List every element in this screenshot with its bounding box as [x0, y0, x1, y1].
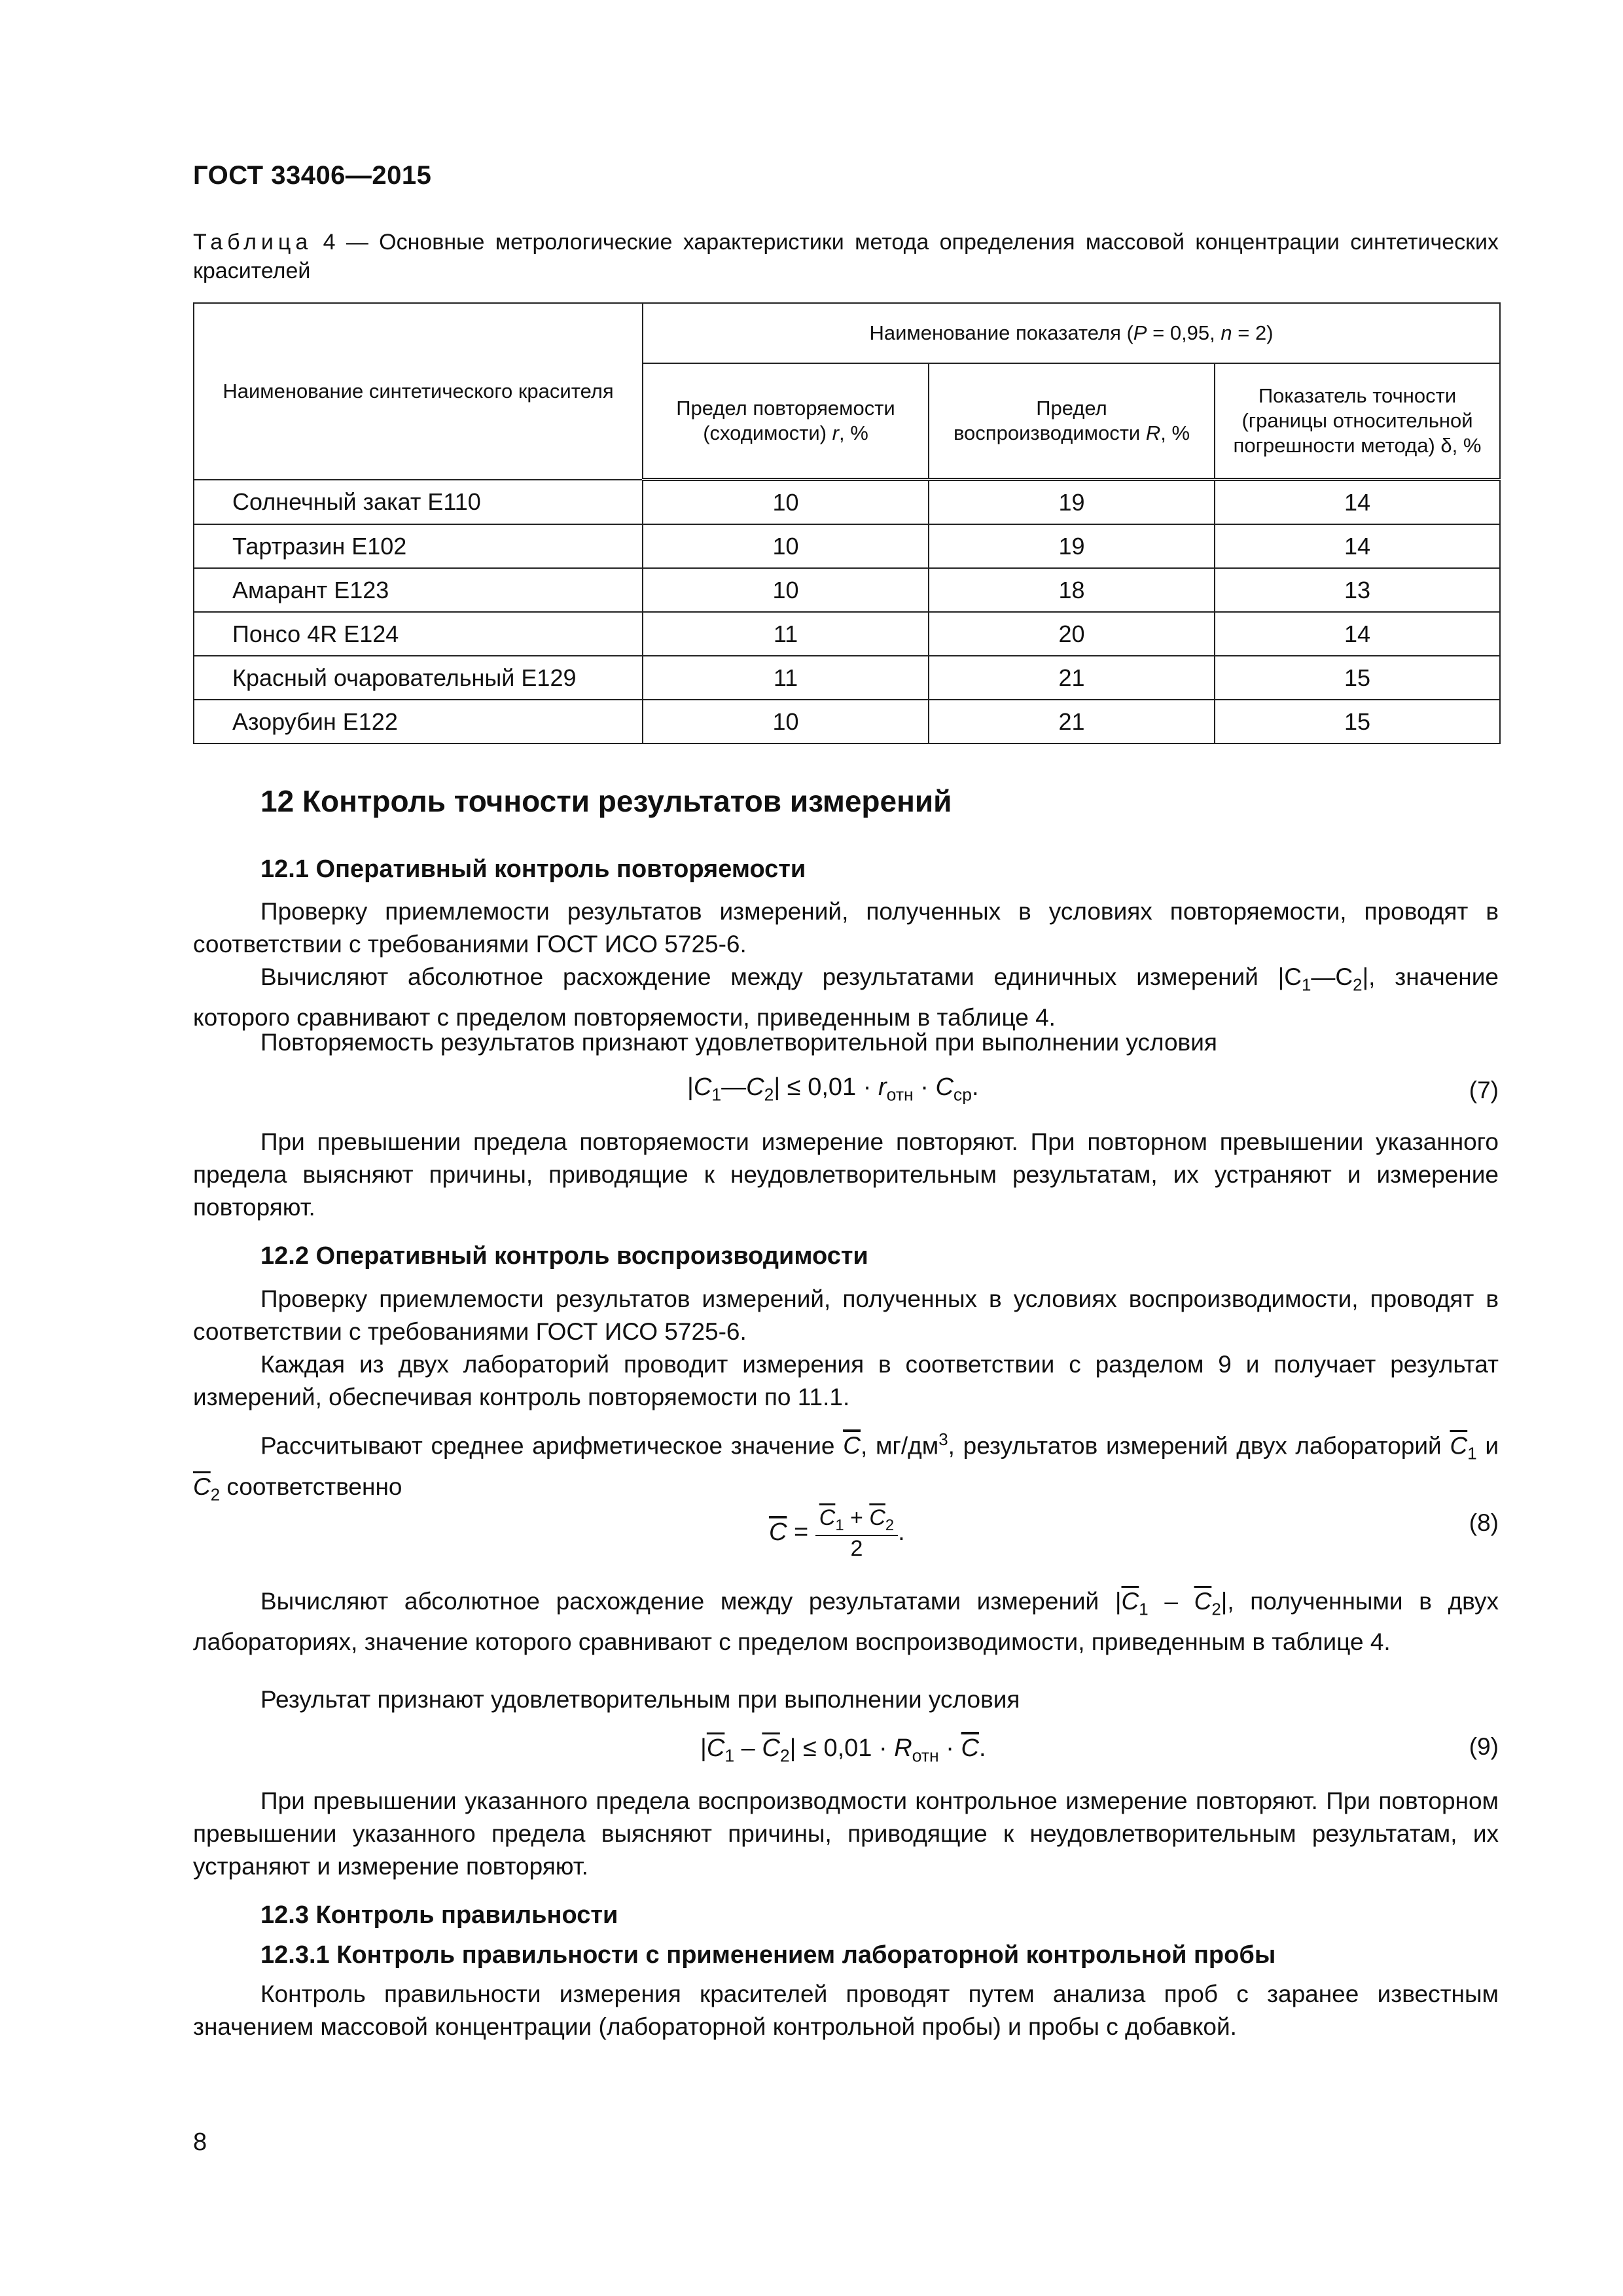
section-title: 12 Контроль точности результатов измерений — [260, 784, 952, 818]
paragraph-text: Каждая из двух лабораторий проводит измерения в соответствии с разделом 9 и получает результат измерений, обеспечивая контроль повторяемости по 11.1. — [193, 1351, 1499, 1410]
paragraph-text: и — [1485, 1432, 1499, 1460]
group-header-text: Наименование показателя (P = 0,95, n = 2) — [869, 321, 1274, 344]
equation-7: $|C_1—C_2| \le 0,01 \cdot r_{отн} \cdot C_{ср}$. — [687, 1073, 979, 1105]
table-row — [194, 524, 1500, 568]
equation-number: (9) — [1469, 1733, 1499, 1760]
accuracy-cell: 14 — [1215, 612, 1500, 656]
col-header-dye-name: Наименование синтетического красителя — [194, 303, 643, 480]
equation-number: (8) — [1469, 1509, 1499, 1536]
table-row — [194, 700, 1500, 744]
paragraph: Вычисляют абсолютное расхождение между результатами измерений $|\overline{C}_1 - \overline{C}_2|$, полученными в двух лабораториях, значение которого сравнивают с пределом воспроизводимости, приведенным в таблице 4. — [193, 1588, 1499, 1656]
table-row — [194, 612, 1500, 656]
accuracy-cell: 14 — [1215, 480, 1500, 525]
reproducibility-cell: 20 — [929, 612, 1215, 656]
paragraph — [193, 1026, 1499, 1059]
document-code: ГОСТ 33406—2015 — [193, 161, 432, 190]
paragraph-text: —C — [1311, 963, 1353, 990]
paragraph-text: Проверку приемлемости результатов измерений, полученных в условиях воспроизводимости, проводят в соответствии с требованиями ГОСТ ИСО 5725-6. — [193, 1285, 1499, 1345]
col-header-group — [643, 303, 1500, 363]
dye-name-cell: Красный очаровательный Е129 — [194, 656, 643, 700]
paragraph-text: |, значение которого сравнивают с пределом повторяемости, приведенным в таблице 4. — [193, 963, 1499, 1031]
col-header-reproducibility: Предел воспроизводимости R, % — [929, 363, 1215, 480]
table-number: 4 — [323, 230, 336, 255]
repeatability-cell: 10 — [643, 480, 929, 525]
dye-name-cell: Амарант Е123 — [194, 568, 643, 612]
subsection-title-12-3-1: 12.3.1 Контроль правильности с применением лабораторной контрольной пробы — [260, 1941, 1276, 1969]
paragraph-text: Повторяемость результатов признают удовлетворительной при выполнении условия — [260, 1029, 1217, 1056]
subsection-title-12-2: 12.2 Оперативный контроль воспроизводимости — [260, 1242, 868, 1270]
repeatability-cell: 11 — [643, 612, 929, 656]
paragraph-text: соответственно — [226, 1473, 402, 1500]
dye-name-cell: Тартразин Е102 — [194, 524, 643, 568]
paragraph: Вычисляют абсолютное расхождение между результатами единичных измерений $|C_1—C_2|$, значение которого сравнивают с пределом повторяемости, приведенным в таблице 4. — [193, 963, 1499, 1031]
paragraph — [193, 1683, 1499, 1716]
equation-number: (7) — [1469, 1077, 1499, 1103]
paragraph — [193, 1126, 1499, 1224]
subsection-title-12-1: 12.1 Оперативный контроль повторяемости — [260, 855, 806, 883]
repeatability-cell: 10 — [643, 524, 929, 568]
accuracy-cell: 13 — [1215, 568, 1500, 612]
paragraph-text: При превышении указанного предела воспроизводмости контрольное измерение повторяют. При повторном превышении указанного предела выясняют причины, приводящие к неудовлетворительным результатам, их устраняют и измерение повторяют. — [193, 1787, 1499, 1880]
paragraph: Рассчитывают среднее арифметическое значение $\overline{C}$, $мг/дм^3$, результатов измерений двух лабораторий $\overline{C}_1$ и $\overline{C}_2$ соответственно — [193, 1431, 1499, 1505]
paragraph-text: , мг/дм — [860, 1432, 939, 1460]
table-label: Таблица — [193, 230, 313, 255]
repeatability-cell: 11 — [643, 656, 929, 700]
equation-9: $|\overline{C}_1 - \overline{C}_2| \le 0,01 \cdot R_{отн} \cdot \overline{C}$. — [700, 1734, 986, 1767]
paragraph-text: Контроль правильности измерения красителей проводят путем анализа проб с заранее известным значением массовой концентрации (лабораторной контрольной пробы) и пробы с добавкой. — [193, 1981, 1499, 2040]
paragraph-text: При превышении предела повторяемости измерение повторяют. При повторном превышении указанного предела выясняют причины, приводящие к неудовлетворительным результатам, их устраняют и измерение повторяют. — [193, 1128, 1499, 1221]
reproducibility-cell: 21 — [929, 656, 1215, 700]
paragraph-text: Вычисляют абсолютное расхождение между результатами единичных измерений |C — [260, 963, 1302, 990]
reproducibility-cell: 19 — [929, 480, 1215, 525]
paragraph — [193, 1283, 1499, 1348]
subsection-title-12-3: 12.3 Контроль правильности — [260, 1901, 618, 1929]
metrology-table — [193, 302, 1501, 744]
dye-name-cell: Азорубин Е122 — [194, 700, 643, 744]
paragraph — [193, 895, 1499, 961]
accuracy-cell: 15 — [1215, 700, 1500, 744]
paragraph-text: , результатов измерений двух лабораторий — [948, 1432, 1442, 1460]
table-row — [194, 480, 1500, 525]
paragraph-text: Рассчитывают среднее арифметическое значение — [260, 1432, 835, 1460]
reproducibility-cell: 21 — [929, 700, 1215, 744]
paragraph — [193, 1785, 1499, 1883]
paragraph-text: Результат признают удовлетворительным при выполнении условия — [260, 1686, 1020, 1713]
page-number: 8 — [193, 2128, 207, 2156]
col-header-accuracy: Показатель точности (границы относительной погрешности метода) δ, % — [1215, 363, 1500, 480]
reproducibility-cell: 19 — [929, 524, 1215, 568]
table-title: — Основные метрологические характеристики метода определения массовой концентрации синтетических красителей — [193, 230, 1499, 283]
repeatability-cell: 10 — [643, 568, 929, 612]
table-caption — [193, 228, 1499, 285]
equation-8: $\overline{C}$ = $\frac{\overline{C}_1 + \overline{C}_2}{2}$ . — [769, 1505, 905, 1561]
dye-name-cell: Понсо 4R Е124 — [194, 612, 643, 656]
table-row — [194, 656, 1500, 700]
accuracy-cell: 14 — [1215, 524, 1500, 568]
paragraph-text: Проверку приемлемости результатов измерений, полученных в условиях повторяемости, проводят в соответствии с требованиями ГОСТ ИСО 5725-6. — [193, 898, 1499, 958]
col-header-repeatability: Предел повторяемости (сходимости) r, % — [643, 363, 929, 480]
paragraph-text: |, полученными в двух лабораториях, значение которого сравнивают с пределом воспроизводимости, приведенным в таблице 4. — [193, 1588, 1499, 1656]
paragraph-text: Вычисляют абсолютное расхождение между результатами измерений | — [260, 1588, 1122, 1615]
paragraph — [193, 1978, 1499, 2043]
reproducibility-cell: 18 — [929, 568, 1215, 612]
dye-name-cell: Солнечный закат Е110 — [194, 480, 643, 525]
accuracy-cell: 15 — [1215, 656, 1500, 700]
paragraph — [193, 1348, 1499, 1414]
repeatability-cell: 10 — [643, 700, 929, 744]
table-row — [194, 568, 1500, 612]
